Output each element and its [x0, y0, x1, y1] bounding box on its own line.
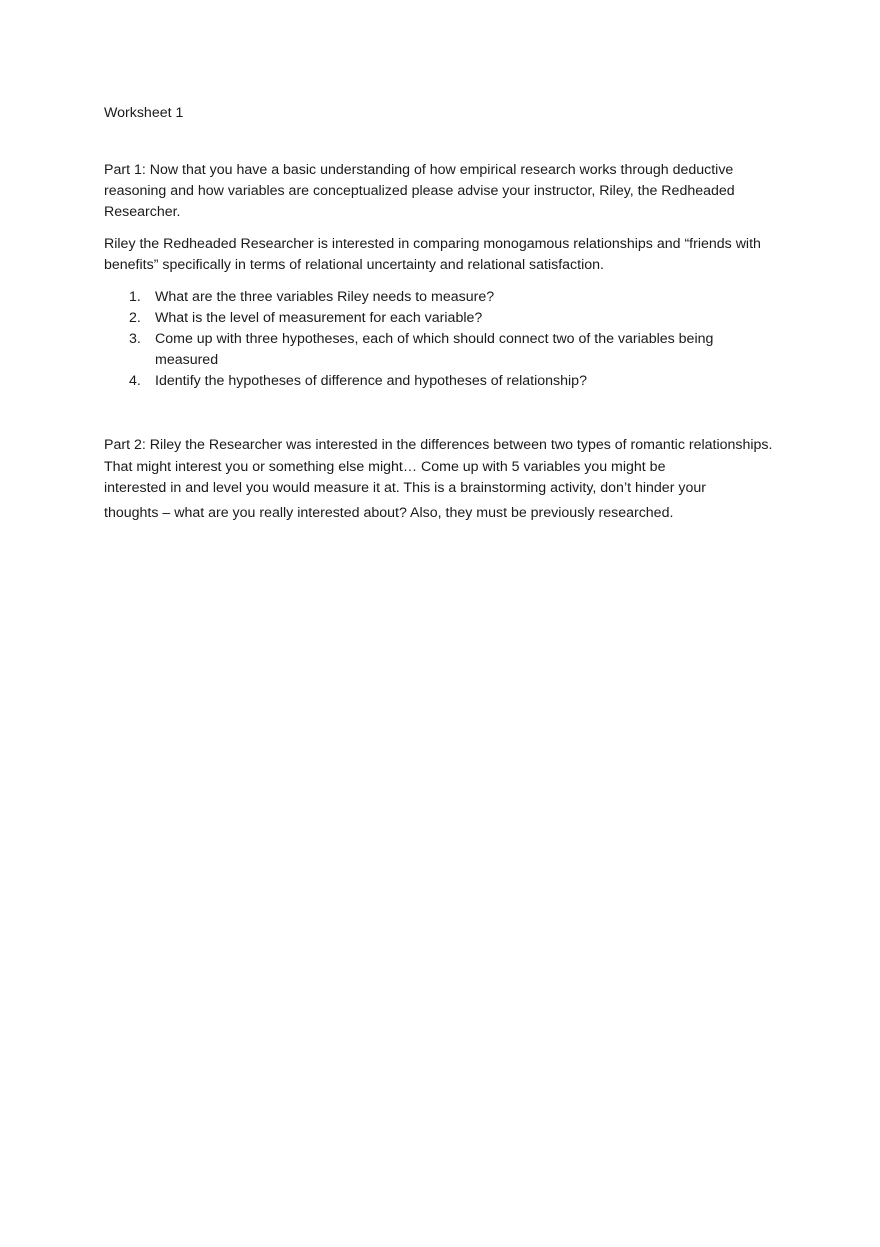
- question-item: [104, 371, 780, 392]
- question-text: Identify the hypotheses of difference and hypotheses of relationship?: [155, 373, 587, 389]
- question-number: 2.: [129, 310, 141, 326]
- part1-intro: Part 1: Now that you have a basic understanding of how empirical research works through deductive reasoning and how variables are conceptualized please advise your instructor, Riley, the Redheaded Researcher.: [104, 162, 735, 220]
- part2-line-1: Part 2: Riley the Researcher was interested in the differences between two types of romantic relationships. That might interest you or something else might… Come up with 5 variables you might be: [104, 437, 773, 475]
- question-text: What are the three variables Riley needs to measure?: [155, 289, 495, 305]
- question-text: Come up with three hypotheses, each of which should connect two of the variables being measured: [155, 331, 714, 368]
- question-list: [104, 287, 780, 392]
- worksheet-title: Worksheet 1: [104, 105, 184, 121]
- question-item: [104, 308, 780, 329]
- part2-paragraph: [104, 435, 780, 524]
- question-number: 1.: [129, 289, 141, 305]
- question-item: [104, 287, 780, 308]
- question-number: 4.: [129, 373, 141, 389]
- document-body: [104, 103, 780, 524]
- part1-scenario: Riley the Redheaded Researcher is interested in comparing monogamous relationships and “friends with benefits” specifically in terms of relational uncertainty and relational satisfaction.: [104, 236, 761, 273]
- part2-line-2: interested in and level you would measure it at. This is a brainstorming activity, don’t hinder your: [104, 480, 706, 496]
- part2-line-3: thoughts – what are you really interested about? Also, they must be previously researched.: [104, 504, 674, 521]
- question-number: 3.: [129, 331, 141, 347]
- question-item: [104, 329, 780, 371]
- question-text: What is the level of measurement for each variable?: [155, 310, 483, 326]
